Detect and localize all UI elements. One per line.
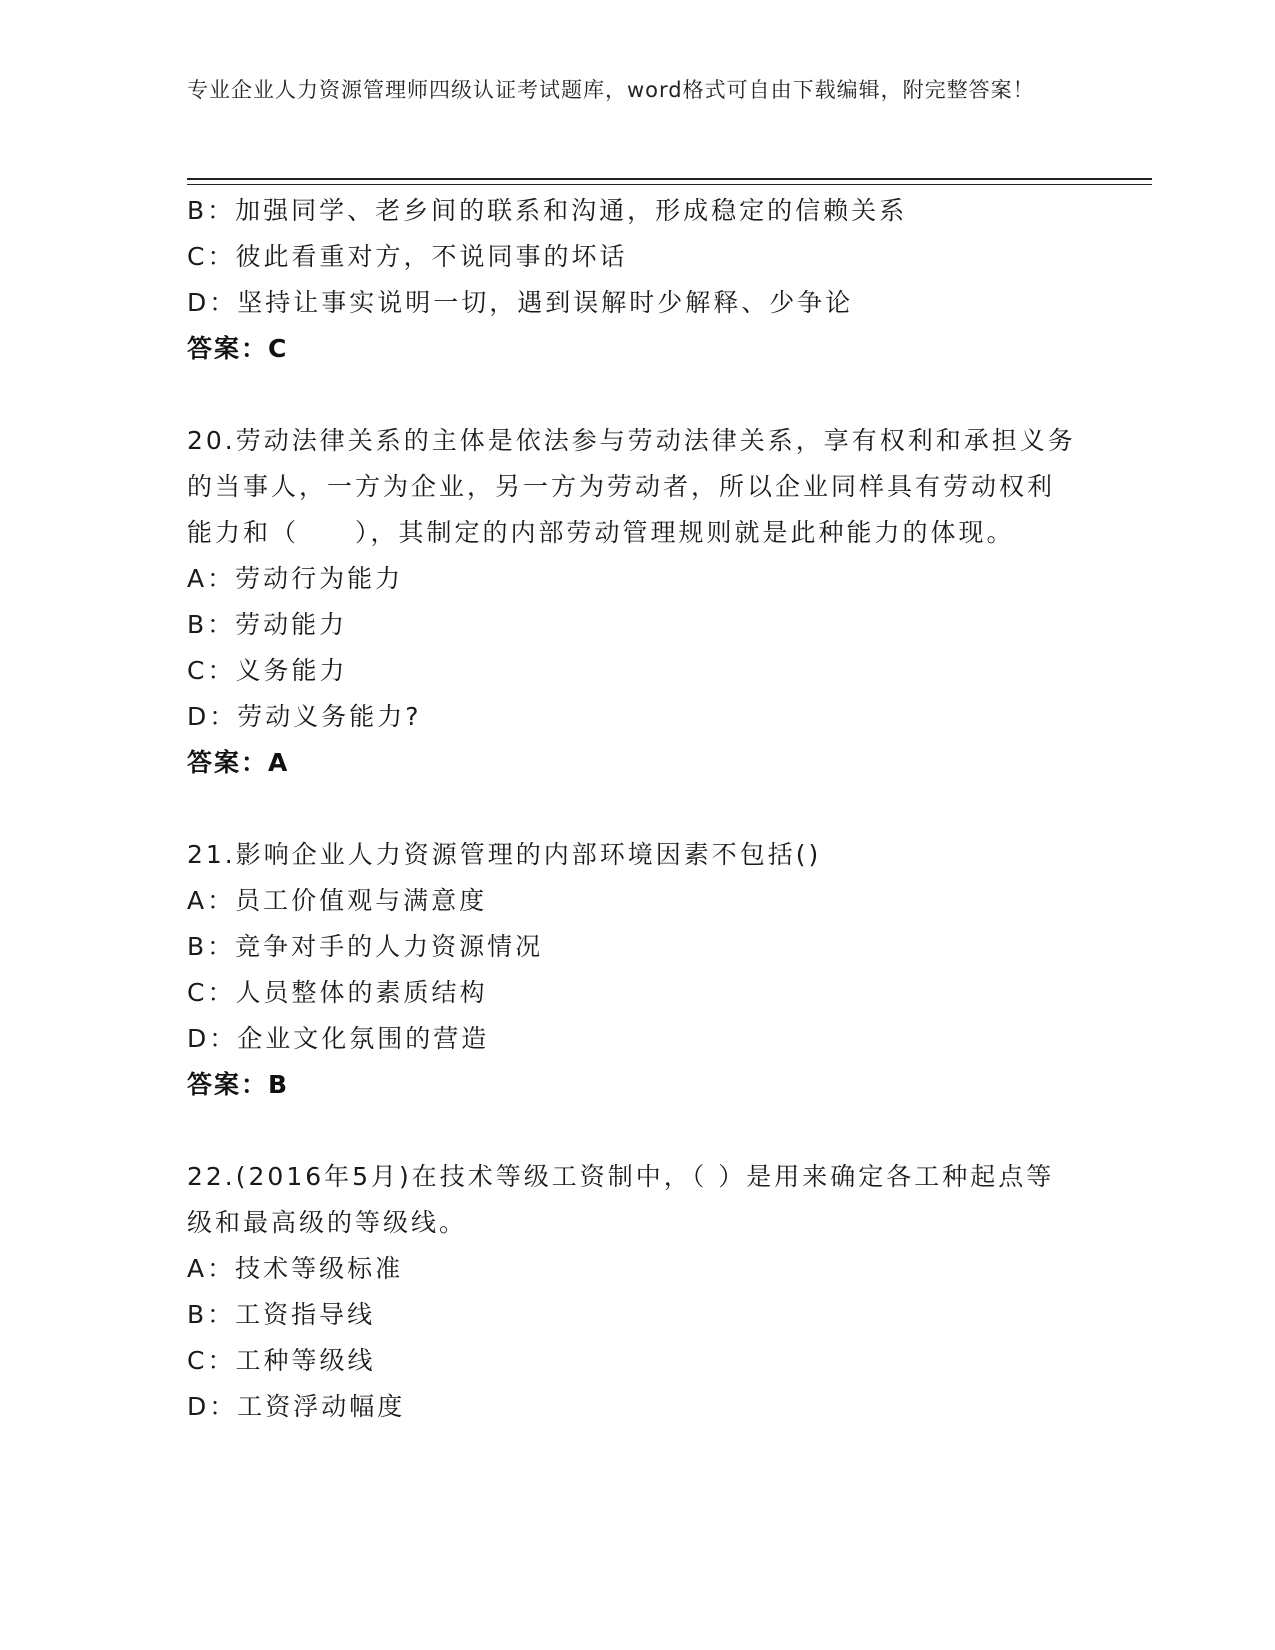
option-b: B：竞争对手的人力资源情况 (187, 932, 544, 961)
option-a: A：技术等级标准 (187, 1254, 404, 1283)
option-b: B：工资指导线 (187, 1300, 376, 1329)
question-text: 20.劳动法律关系的主体是依法参与劳动法律关系，享有权利和承担义务的当事人，一方为企业，另一方为劳动者，所以企业同样具有劳动权利能力和（ ），其制定的内部劳动管理规则就是此种能力的体现。 (187, 426, 1076, 547)
question-20 (187, 418, 1077, 786)
option-d: D：坚持让事实说明一切，遇到误解时少解释、少争论 (187, 288, 854, 317)
question-22 (187, 1154, 1077, 1430)
option-c: C：彼此看重对方，不说同事的坏话 (187, 242, 628, 271)
answer: 答案：A (187, 748, 290, 777)
question-text: 22.(2016年5月)在技术等级工资制中，（ ）是用来确定各工种起点等级和最高级的等级线。 (187, 1162, 1055, 1237)
spacer (187, 1108, 1077, 1154)
answer: 答案：C (187, 334, 289, 363)
question-21 (187, 832, 1077, 1108)
option-c: C：工种等级线 (187, 1346, 376, 1375)
document-header: 专业企业人力资源管理师四级认证考试题库，word格式可自由下载编辑，附完整答案！ (187, 78, 1035, 102)
option-a: A：员工价值观与满意度 (187, 886, 488, 915)
option-c: C：义务能力 (187, 656, 348, 685)
option-b: B：劳动能力 (187, 610, 348, 639)
option-a: A：劳动行为能力 (187, 564, 404, 593)
answer: 答案：B (187, 1070, 290, 1099)
question-19 (187, 188, 1077, 372)
question-list (187, 188, 1077, 1430)
option-c: C：人员整体的素质结构 (187, 978, 488, 1007)
header-divider-thick (187, 178, 1152, 180)
option-b: B：加强同学、老乡间的联系和沟通，形成稳定的信赖关系 (187, 196, 908, 225)
option-d: D：劳动义务能力? (187, 702, 422, 731)
spacer (187, 786, 1077, 832)
option-d: D：工资浮动幅度 (187, 1392, 406, 1421)
question-text: 21.影响企业人力资源管理的内部环境因素不包括() (187, 840, 822, 869)
option-d: D：企业文化氛围的营造 (187, 1024, 490, 1053)
spacer (187, 372, 1077, 418)
header-divider-thin (187, 184, 1152, 185)
